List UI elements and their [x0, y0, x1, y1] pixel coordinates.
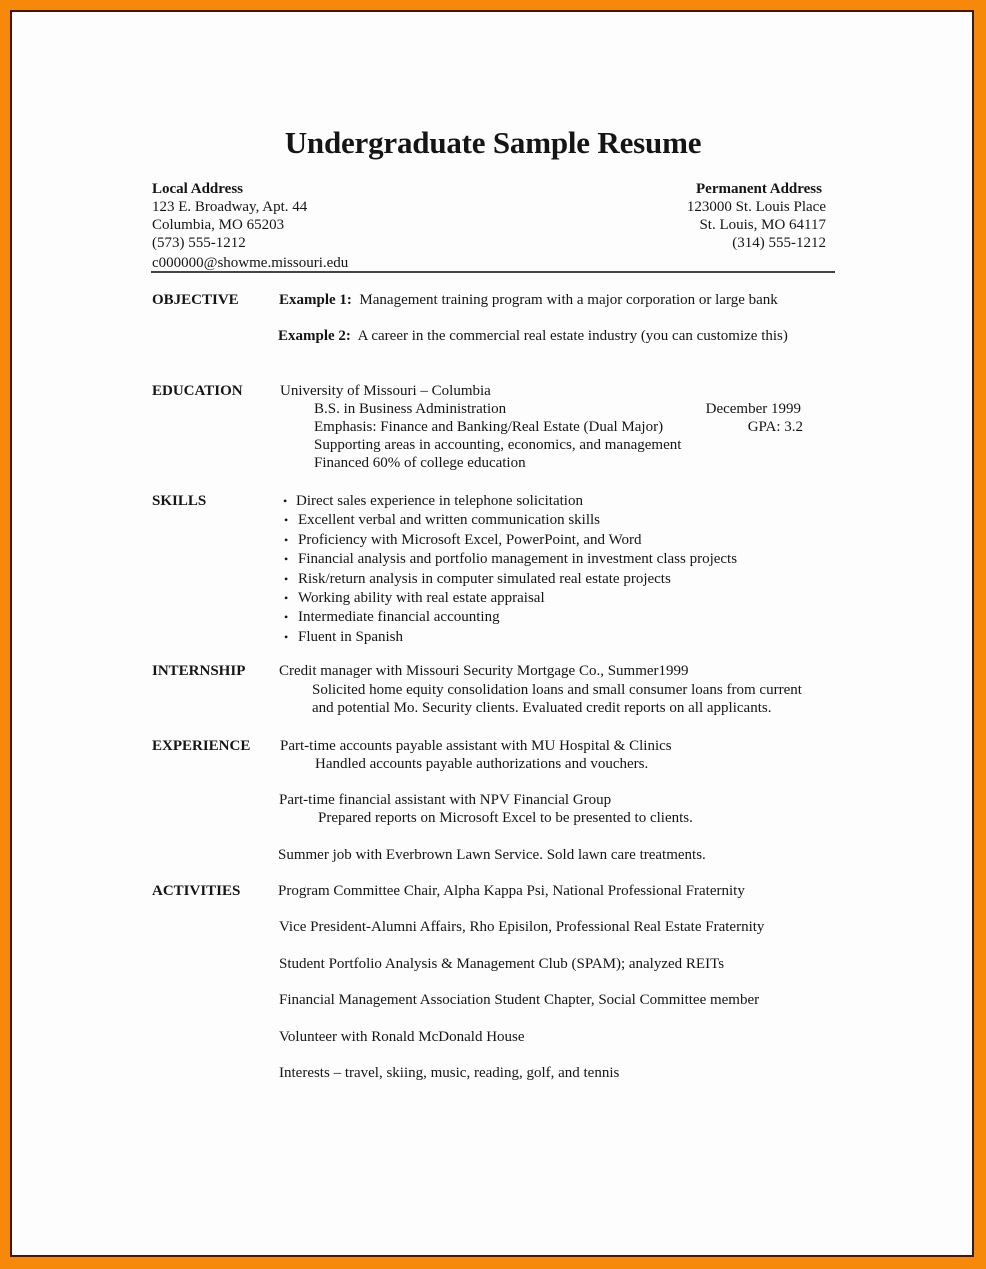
activity-item: Interests – travel, skiing, music, reading, golf, and tennis	[279, 1065, 620, 1081]
objective-example-2-label: Example 2:	[278, 328, 351, 344]
local-address-line2: Columbia, MO 65203	[152, 217, 285, 233]
local-phone: (573) 555-1212	[152, 235, 246, 251]
email: c000000@showme.missouri.edu	[152, 255, 349, 271]
resume-title: Undergraduate Sample Resume	[284, 125, 702, 160]
bullet-icon: •	[284, 591, 289, 605]
objective-heading: OBJECTIVE	[152, 292, 239, 308]
education-school: University of Missouri – Columbia	[280, 383, 491, 399]
bullet-icon: •	[283, 494, 288, 508]
activity-item: Financial Management Association Student Chapter, Social Committee member	[279, 992, 760, 1009]
education-supporting: Supporting areas in accounting, economics, and management	[314, 437, 682, 453]
skill-item: Fluent in Spanish	[298, 628, 404, 645]
bullet-icon: •	[284, 513, 289, 528]
bullet-icon: •	[284, 532, 289, 547]
objective-example-2-text: A career in the commercial real estate industry (you can customize this)	[357, 328, 788, 344]
activity-item: Student Portfolio Analysis & Management Club (SPAM); analyzed REITs	[279, 955, 725, 972]
skill-item: Risk/return analysis in computer simulated real estate projects	[298, 570, 671, 587]
skill-item: Excellent verbal and written communication skills	[298, 512, 600, 529]
activity-item: Vice President-Alumni Affairs, Rho Episilon, Professional Real Estate Fraternity	[279, 919, 765, 936]
experience-job-2-desc: Prepared reports on Microsoft Excel to be presented to clients.	[318, 810, 693, 826]
education-degree: B.S. in Business Administration	[314, 401, 507, 417]
education-emphasis: Emphasis: Finance and Banking/Real Estate (Dual Major)	[314, 419, 664, 435]
education-date: December 1999	[705, 401, 801, 417]
skills-heading: SKILLS	[152, 493, 207, 509]
local-address-line1: 123 E. Broadway, Apt. 44	[152, 199, 308, 215]
local-address-heading: Local Address	[152, 181, 243, 197]
experience-job-1-title: Part-time accounts payable assistant with MU Hospital & Clinics	[280, 738, 672, 754]
education-gpa: GPA: 3.2	[747, 419, 803, 435]
skill-item: Proficiency with Microsoft Excel, PowerPoint, and Word	[298, 531, 642, 548]
internship-desc-2: and potential Mo. Security clients. Evaluated credit reports on all applicants.	[312, 700, 772, 716]
permanent-address-line1: 123000 St. Louis Place	[686, 199, 826, 215]
activities-heading: ACTIVITIES	[152, 883, 241, 899]
bullet-icon: •	[284, 629, 289, 644]
internship-heading: INTERNSHIP	[152, 663, 246, 679]
education-heading: EDUCATION	[152, 383, 243, 399]
experience-job-2-title: Part-time financial assistant with NPV Financial Group	[279, 792, 612, 808]
experience-heading: EXPERIENCE	[152, 738, 251, 754]
activity-item: Program Committee Chair, Alpha Kappa Psi, National Professional Fraternity	[278, 883, 745, 899]
education-financed: Financed 60% of college education	[314, 455, 526, 471]
experience-job-1-desc: Handled accounts payable authorizations and vouchers.	[315, 756, 649, 772]
bullet-icon: •	[284, 571, 289, 586]
skill-item: Intermediate financial accounting	[298, 609, 500, 626]
internship-title: Credit manager with Missouri Security Mortgage Co., Summer1999	[279, 663, 689, 679]
experience-job-3-title: Summer job with Everbrown Lawn Service. Sold lawn care treatments.	[278, 847, 706, 863]
objective-example-1-label: Example 1:	[279, 292, 352, 308]
objective-example-1-text: Management training program with a major corporation or large bank	[359, 292, 778, 308]
permanent-address-line2: St. Louis, MO 64117	[699, 217, 826, 233]
permanent-address-heading: Permanent Address	[696, 181, 822, 197]
header-divider	[151, 271, 835, 273]
activity-item: Volunteer with Ronald McDonald House	[279, 1028, 525, 1045]
skill-item: Working ability with real estate appraisal	[298, 590, 545, 606]
internship-desc-1: Solicited home equity consolidation loans and small consumer loans from current	[312, 682, 802, 698]
skill-item: Direct sales experience in telephone solicitation	[296, 493, 583, 509]
permanent-phone: (314) 555-1212	[732, 235, 826, 251]
objective-example-2	[278, 327, 788, 345]
skill-item: Financial analysis and portfolio management in investment class projects	[298, 551, 738, 568]
objective-example-1	[279, 291, 778, 309]
bullet-icon: •	[284, 610, 289, 625]
bullet-icon: •	[284, 552, 289, 567]
